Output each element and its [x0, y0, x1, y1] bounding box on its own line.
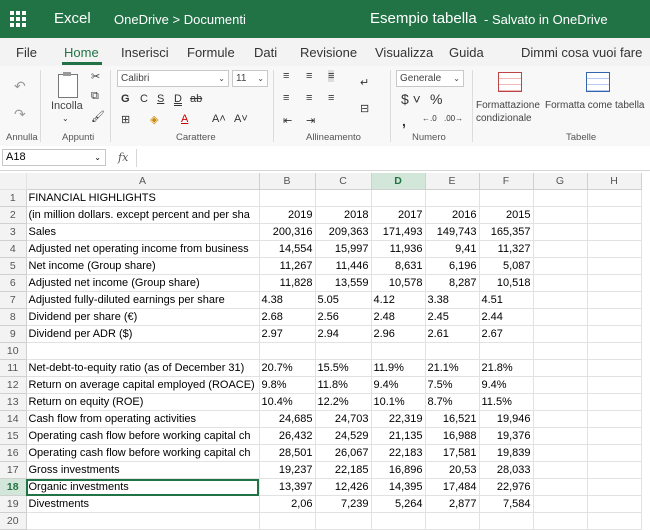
cell[interactable] — [587, 445, 641, 462]
row-header[interactable]: 3 — [0, 224, 26, 241]
formula-bar — [0, 146, 650, 171]
breadcrumb[interactable]: OneDrive > Documenti — [114, 12, 246, 27]
cell[interactable]: 9.8% — [259, 377, 315, 394]
column-header-e[interactable]: E — [425, 173, 479, 190]
cell[interactable] — [259, 513, 315, 530]
cell[interactable]: 19,839 — [479, 445, 533, 462]
cell[interactable] — [533, 360, 587, 377]
ribbon — [0, 66, 650, 147]
cell[interactable] — [533, 394, 587, 411]
cell[interactable]: 21.8% — [479, 360, 533, 377]
cell[interactable]: 20,53 — [425, 462, 479, 479]
cell[interactable] — [533, 309, 587, 326]
cell-a[interactable]: Operating cash flow before working capital ch — [26, 445, 259, 462]
cell[interactable]: 2,06 — [259, 496, 315, 513]
row-header[interactable]: 18 — [0, 479, 26, 496]
table-row — [0, 428, 641, 445]
cell[interactable] — [587, 428, 641, 445]
cell[interactable]: 26,432 — [259, 428, 315, 445]
cell-a[interactable] — [26, 343, 259, 360]
cell[interactable]: 2.61 — [425, 326, 479, 343]
table-row — [0, 292, 641, 309]
number-group-label: Numero — [412, 132, 446, 143]
alignment-group-label: Allineamento — [306, 132, 361, 143]
cell[interactable]: 10,578 — [371, 275, 425, 292]
cell[interactable]: 209,363 — [315, 224, 371, 241]
merge-center-icon[interactable]: ⊟ — [360, 103, 370, 115]
cell[interactable]: 26,067 — [315, 445, 371, 462]
cell[interactable]: 17,581 — [425, 445, 479, 462]
cell[interactable]: 28,501 — [259, 445, 315, 462]
cell[interactable]: 2.44 — [479, 309, 533, 326]
row-header[interactable]: 19 — [0, 496, 26, 513]
cell[interactable] — [587, 513, 641, 530]
active-tab-indicator — [62, 62, 102, 65]
wrap-text-icon[interactable]: ↵ — [360, 77, 370, 89]
cell-a[interactable]: Adjusted net operating income from business — [26, 241, 259, 258]
undo-icon[interactable]: ↶ — [14, 78, 26, 94]
cell[interactable]: 16,521 — [425, 411, 479, 428]
cell[interactable] — [587, 207, 641, 224]
table-row — [0, 309, 641, 326]
cell[interactable] — [533, 479, 587, 496]
row-header[interactable]: 2 — [0, 207, 26, 224]
align-right-icon[interactable]: ≡ — [328, 92, 335, 104]
currency-icon[interactable]: $ ˅ — [401, 91, 421, 107]
cell[interactable]: 11.9% — [371, 360, 425, 377]
cell[interactable]: 12.2% — [315, 394, 371, 411]
tab-data[interactable]: Dati — [254, 45, 278, 60]
cell[interactable]: 11,446 — [315, 258, 371, 275]
cell[interactable]: 15.5% — [315, 360, 371, 377]
cell[interactable]: 4.51 — [479, 292, 533, 309]
row-header[interactable]: 15 — [0, 428, 26, 445]
fill-color-icon[interactable]: ◈ — [150, 114, 159, 126]
cell[interactable]: 16,896 — [371, 462, 425, 479]
cell-a[interactable]: Dividend per ADR ($) — [26, 326, 259, 343]
table-row — [0, 190, 641, 207]
cell[interactable] — [587, 224, 641, 241]
cell[interactable] — [587, 377, 641, 394]
row-header[interactable]: 14 — [0, 411, 26, 428]
cell[interactable] — [479, 513, 533, 530]
table-row — [0, 411, 641, 428]
cell[interactable]: 10.1% — [371, 394, 425, 411]
cell[interactable]: 21.1% — [425, 360, 479, 377]
cell[interactable] — [533, 207, 587, 224]
cell-a[interactable]: FINANCIAL HIGHLIGHTS — [26, 190, 259, 207]
percent-icon[interactable]: % — [430, 91, 443, 107]
cell[interactable] — [533, 258, 587, 275]
cell[interactable]: 9,41 — [425, 241, 479, 258]
table-row — [0, 445, 641, 462]
cell[interactable]: 13,559 — [315, 275, 371, 292]
cell[interactable]: 2.48 — [371, 309, 425, 326]
cell-a[interactable]: Adjusted net income (Group share) — [26, 275, 259, 292]
cell[interactable] — [425, 190, 479, 207]
row-header[interactable]: 11 — [0, 360, 26, 377]
cell[interactable] — [371, 190, 425, 207]
undo-group-label: Annulla — [6, 132, 38, 143]
cell[interactable]: 16,988 — [425, 428, 479, 445]
cell-a[interactable]: Net-debt-to-equity ratio (as of December 31) — [26, 360, 259, 377]
cell[interactable]: 165,357 — [479, 224, 533, 241]
number-format-select[interactable]: Generale ⌄ — [396, 70, 464, 87]
row-header[interactable]: 10 — [0, 343, 26, 360]
cell[interactable] — [587, 326, 641, 343]
column-header-b[interactable]: B — [259, 173, 315, 190]
cell[interactable]: 10,518 — [479, 275, 533, 292]
cell[interactable]: 5,087 — [479, 258, 533, 275]
tab-insert[interactable]: Inserisci — [121, 45, 169, 60]
cell[interactable]: 19,376 — [479, 428, 533, 445]
table-row — [0, 224, 641, 241]
cell[interactable] — [533, 513, 587, 530]
format-as-table-button[interactable]: Formatta come tabella — [545, 100, 645, 111]
name-box[interactable]: A18 ⌄ — [2, 149, 106, 166]
cell[interactable]: 8.7% — [425, 394, 479, 411]
cell[interactable] — [533, 445, 587, 462]
cell[interactable]: 2016 — [425, 207, 479, 224]
cell[interactable]: 7,239 — [315, 496, 371, 513]
cell[interactable]: 2.67 — [479, 326, 533, 343]
chevron-down-icon[interactable]: ⌄ — [62, 114, 69, 123]
cell[interactable]: 5.05 — [315, 292, 371, 309]
clipboard-group-label: Appunti — [62, 132, 95, 143]
table-row — [0, 377, 641, 394]
cell[interactable]: 19,946 — [479, 411, 533, 428]
cell-a[interactable]: Sales — [26, 224, 259, 241]
tab-review[interactable]: Revisione — [300, 45, 358, 60]
cell[interactable]: 14,395 — [371, 479, 425, 496]
font-group-label: Carattere — [176, 132, 216, 143]
cell[interactable] — [425, 343, 479, 360]
cell[interactable] — [371, 513, 425, 530]
tab-help[interactable]: Guida — [449, 45, 484, 60]
column-header-f[interactable]: F — [479, 173, 533, 190]
cell[interactable]: 22,185 — [315, 462, 371, 479]
cell[interactable]: 5,264 — [371, 496, 425, 513]
cell[interactable] — [587, 394, 641, 411]
align-left-icon[interactable]: ≡ — [283, 92, 290, 104]
row-header[interactable]: 9 — [0, 326, 26, 343]
cell[interactable]: 7,584 — [479, 496, 533, 513]
table-row — [0, 479, 641, 496]
conditional-formatting-button[interactable]: Formattazione condizionale — [476, 100, 540, 124]
cell[interactable]: 22,976 — [479, 479, 533, 496]
format-as-table-icon[interactable] — [586, 72, 610, 92]
cell[interactable] — [587, 190, 641, 207]
cell[interactable] — [479, 190, 533, 207]
cut-icon[interactable]: ✂ — [91, 71, 101, 83]
cell[interactable] — [533, 326, 587, 343]
cell[interactable] — [587, 411, 641, 428]
cell[interactable] — [533, 377, 587, 394]
redo-icon[interactable]: ↷ — [14, 106, 26, 122]
cell[interactable] — [533, 411, 587, 428]
cell[interactable]: 2015 — [479, 207, 533, 224]
row-header[interactable]: 20 — [0, 513, 26, 530]
row-header[interactable]: 4 — [0, 241, 26, 258]
underline-button[interactable]: S — [157, 93, 165, 105]
cell[interactable]: 11,327 — [479, 241, 533, 258]
cell[interactable]: 24,685 — [259, 411, 315, 428]
cell[interactable] — [533, 462, 587, 479]
font-name-select[interactable]: Calibri ⌄ — [117, 70, 229, 87]
cell-a[interactable]: Organic investments — [26, 479, 259, 496]
cell[interactable]: 15,997 — [315, 241, 371, 258]
cell-a[interactable] — [26, 513, 259, 530]
cell-a[interactable]: (in million dollars. except percent and per sha — [26, 207, 259, 224]
table-row — [0, 258, 641, 275]
cell[interactable]: 7.5% — [425, 377, 479, 394]
row-header[interactable]: 1 — [0, 190, 26, 207]
save-status: - Salvato in OneDrive — [484, 12, 608, 27]
cell[interactable]: 22,183 — [371, 445, 425, 462]
cell[interactable]: 6,196 — [425, 258, 479, 275]
cell[interactable] — [315, 343, 371, 360]
column-header-h[interactable]: H — [587, 173, 641, 190]
align-bottom-icon[interactable]: ≡ — [328, 70, 335, 82]
column-header-g[interactable]: G — [533, 173, 587, 190]
cell[interactable] — [587, 343, 641, 360]
cell[interactable]: 12,426 — [315, 479, 371, 496]
cell[interactable]: 2019 — [259, 207, 315, 224]
decrease-decimal-icon[interactable]: .00→ — [444, 114, 464, 123]
cell[interactable] — [533, 428, 587, 445]
align-top-icon[interactable]: ≡ — [283, 70, 290, 82]
cell[interactable] — [587, 462, 641, 479]
paste-button[interactable]: Incolla — [51, 100, 83, 112]
cell[interactable] — [533, 190, 587, 207]
column-header-d[interactable]: D — [371, 173, 425, 190]
cell[interactable]: 22,319 — [371, 411, 425, 428]
column-header-row — [0, 173, 641, 190]
cell[interactable]: 11.8% — [315, 377, 371, 394]
tell-me-search[interactable]: Dimmi cosa vuoi fare — [521, 45, 643, 60]
sheet-table — [0, 173, 642, 530]
app-launcher-icon[interactable] — [10, 11, 26, 27]
table-row — [0, 360, 641, 377]
table-row — [0, 394, 641, 411]
column-header-c[interactable]: C — [315, 173, 371, 190]
table-row — [0, 496, 641, 513]
cell[interactable]: 8,631 — [371, 258, 425, 275]
cell[interactable]: 11.5% — [479, 394, 533, 411]
align-center-icon[interactable]: ≡ — [306, 92, 313, 104]
cell[interactable]: 13,397 — [259, 479, 315, 496]
document-title[interactable]: Esempio tabella — [370, 10, 477, 27]
cell[interactable]: 10.4% — [259, 394, 315, 411]
cell[interactable]: 14,554 — [259, 241, 315, 258]
cell[interactable]: 9.4% — [479, 377, 533, 394]
column-header-a[interactable]: A — [26, 173, 259, 190]
cell-a[interactable]: Dividend per share (€) — [26, 309, 259, 326]
row-header[interactable]: 12 — [0, 377, 26, 394]
increase-indent-icon[interactable]: ⇥ — [306, 115, 316, 127]
cell[interactable]: 24,529 — [315, 428, 371, 445]
cell[interactable] — [315, 190, 371, 207]
cell[interactable] — [587, 360, 641, 377]
cell-a[interactable]: Divestments — [26, 496, 259, 513]
row-header[interactable]: 5 — [0, 258, 26, 275]
cell-a[interactable]: Return on equity (ROE) — [26, 394, 259, 411]
copy-icon[interactable]: ⧉ — [91, 90, 99, 102]
row-header[interactable]: 7 — [0, 292, 26, 309]
decrease-font-icon[interactable]: A˅ — [234, 113, 248, 125]
cell-a[interactable]: Operating cash flow before working capital ch — [26, 428, 259, 445]
clipboard-icon[interactable] — [58, 74, 78, 98]
table-row — [0, 241, 641, 258]
row-header[interactable]: 17 — [0, 462, 26, 479]
cell[interactable]: 2.97 — [259, 326, 315, 343]
table-row — [0, 462, 641, 479]
table-row — [0, 207, 641, 224]
cell[interactable] — [587, 479, 641, 496]
cell[interactable] — [479, 343, 533, 360]
cell[interactable] — [425, 513, 479, 530]
tab-home[interactable]: Home — [64, 45, 99, 60]
cell[interactable]: 171,493 — [371, 224, 425, 241]
cell[interactable] — [587, 292, 641, 309]
cell[interactable] — [587, 241, 641, 258]
cell[interactable] — [259, 343, 315, 360]
cell[interactable]: 149,743 — [425, 224, 479, 241]
cell[interactable]: 200,316 — [259, 224, 315, 241]
cell[interactable]: 2.45 — [425, 309, 479, 326]
cell[interactable]: 4.38 — [259, 292, 315, 309]
decrease-indent-icon[interactable]: ⇤ — [283, 115, 293, 127]
cell[interactable]: 8,287 — [425, 275, 479, 292]
font-color-icon[interactable]: A — [181, 113, 189, 125]
cell[interactable] — [315, 513, 371, 530]
row-header[interactable]: 6 — [0, 275, 26, 292]
table-row — [0, 275, 641, 292]
increase-decimal-icon[interactable]: ←.0 — [422, 114, 437, 123]
cell-a[interactable]: Gross investments — [26, 462, 259, 479]
cell[interactable] — [533, 224, 587, 241]
font-size-select[interactable]: 11 ⌄ — [232, 70, 268, 87]
title-bar — [0, 0, 650, 38]
row-header[interactable]: 16 — [0, 445, 26, 462]
cell[interactable] — [533, 343, 587, 360]
cell[interactable] — [533, 241, 587, 258]
cell[interactable]: 2.56 — [315, 309, 371, 326]
cell-a[interactable]: Cash flow from operating activities — [26, 411, 259, 428]
align-middle-icon[interactable]: ≡ — [306, 70, 313, 82]
cell[interactable] — [259, 190, 315, 207]
cell-a[interactable]: Adjusted fully-diluted earnings per share — [26, 292, 259, 309]
cell[interactable]: 2018 — [315, 207, 371, 224]
conditional-formatting-icon[interactable] — [498, 72, 522, 92]
cell[interactable] — [533, 275, 587, 292]
tab-view[interactable]: Visualizza — [375, 45, 434, 60]
increase-font-icon[interactable]: A˄ — [212, 113, 226, 125]
tab-file[interactable]: File — [16, 45, 37, 60]
cell[interactable]: 9.4% — [371, 377, 425, 394]
cell[interactable] — [533, 292, 587, 309]
cell[interactable] — [533, 496, 587, 513]
cell[interactable]: 11,828 — [259, 275, 315, 292]
cell[interactable]: 4.12 — [371, 292, 425, 309]
insert-function-icon[interactable]: fx — [118, 151, 129, 164]
bold-button[interactable]: G — [121, 93, 130, 105]
tab-formulas[interactable]: Formule — [187, 45, 235, 60]
cell[interactable]: 2.96 — [371, 326, 425, 343]
cell[interactable]: 11,267 — [259, 258, 315, 275]
format-painter-icon[interactable]: 🖌 — [91, 111, 105, 123]
app-name[interactable]: Excel — [54, 10, 91, 27]
table-row — [0, 513, 641, 530]
borders-icon[interactable]: ⊞ — [121, 114, 131, 126]
cell[interactable]: 28,033 — [479, 462, 533, 479]
row-header[interactable]: 13 — [0, 394, 26, 411]
cell[interactable]: 2017 — [371, 207, 425, 224]
spreadsheet-grid — [0, 173, 642, 530]
cell[interactable]: 2.94 — [315, 326, 371, 343]
strikethrough-button[interactable]: ab — [190, 93, 203, 105]
cell-a[interactable]: Net income (Group share) — [26, 258, 259, 275]
cell[interactable] — [587, 309, 641, 326]
cell[interactable]: 17,484 — [425, 479, 479, 496]
cell[interactable] — [587, 275, 641, 292]
cell[interactable] — [587, 258, 641, 275]
cell[interactable]: 19,237 — [259, 462, 315, 479]
cell[interactable]: 20.7% — [259, 360, 315, 377]
ribbon-tabs — [0, 38, 650, 67]
cell[interactable]: 2,877 — [425, 496, 479, 513]
cell-a[interactable]: Return on average capital employed (ROACE) — [26, 377, 259, 394]
row-header[interactable]: 8 — [0, 309, 26, 326]
table-row — [0, 343, 641, 360]
cell[interactable]: 11,936 — [371, 241, 425, 258]
cell[interactable] — [371, 343, 425, 360]
table-row — [0, 326, 641, 343]
comma-style-icon[interactable]: , — [402, 113, 406, 129]
cell[interactable] — [587, 496, 641, 513]
double-underline-button[interactable]: D — [174, 93, 182, 105]
cell[interactable]: 3.38 — [425, 292, 479, 309]
italic-button[interactable]: C — [140, 93, 148, 105]
cell[interactable]: 21,135 — [371, 428, 425, 445]
cell[interactable]: 2.68 — [259, 309, 315, 326]
tables-group-label: Tabelle — [566, 132, 597, 143]
cell[interactable]: 24,703 — [315, 411, 371, 428]
select-all-corner[interactable] — [0, 173, 26, 190]
